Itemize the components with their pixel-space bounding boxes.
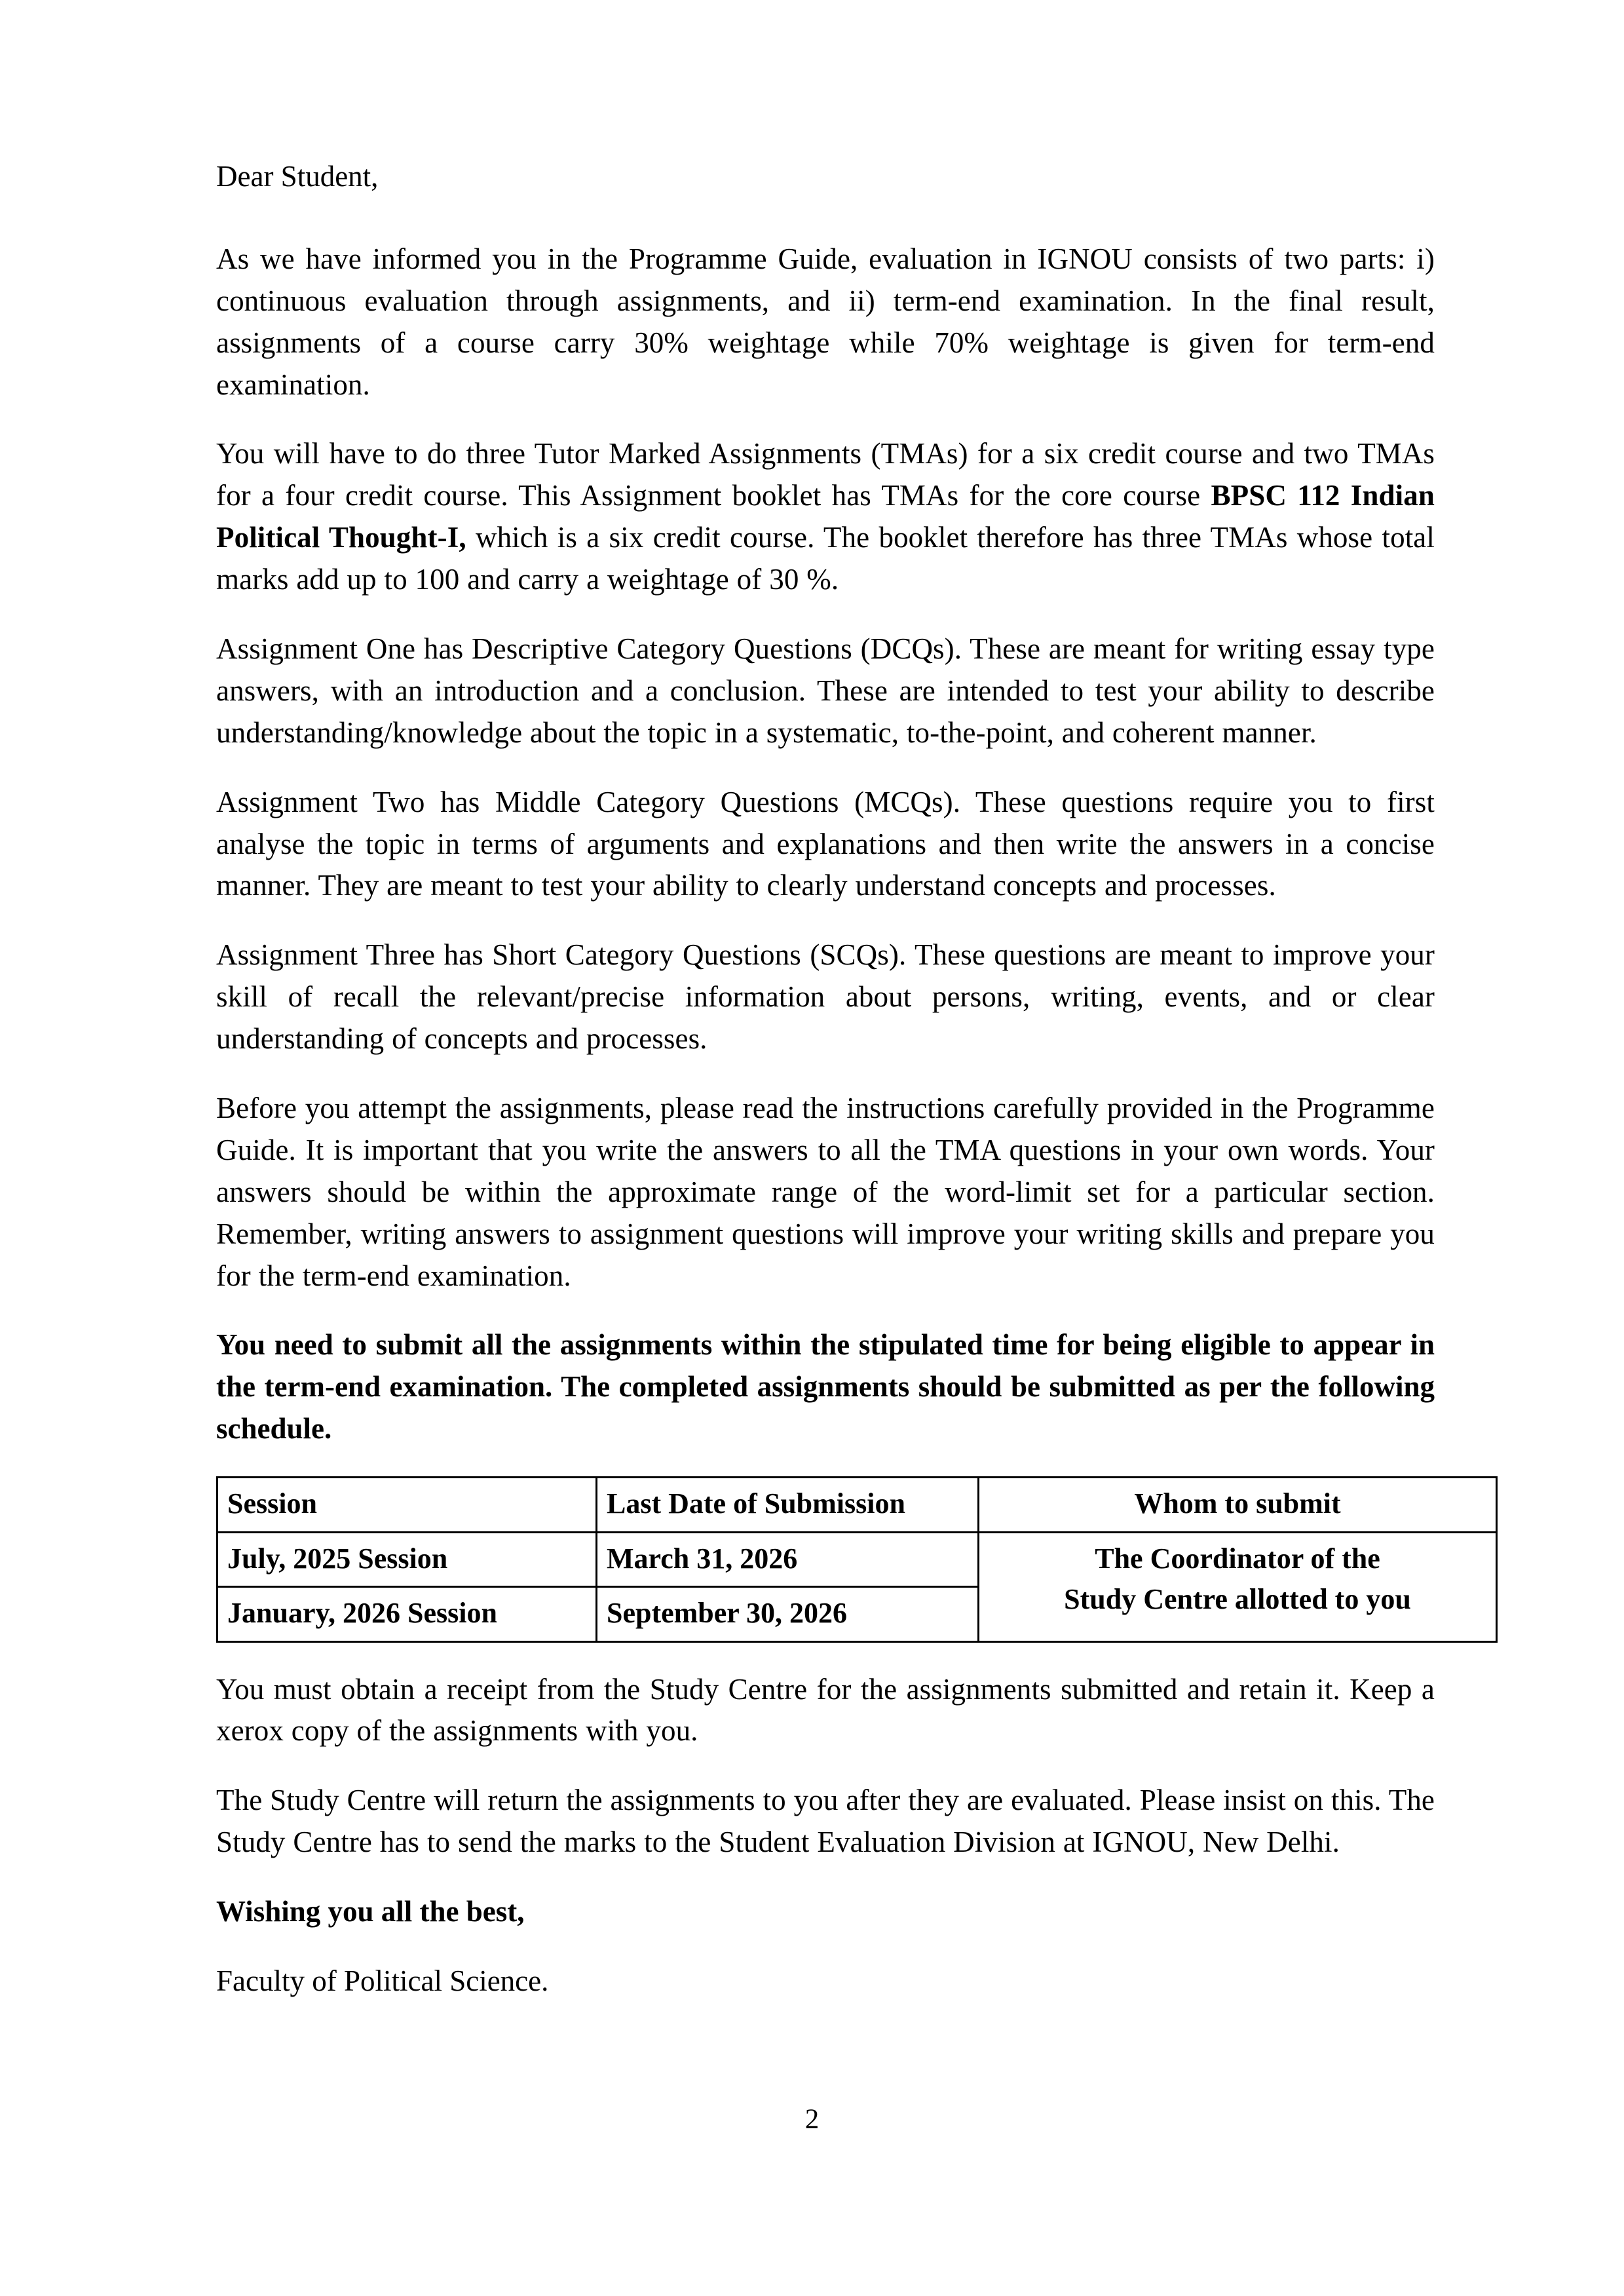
table-cell-session-january: January, 2026 Session [217,1587,597,1641]
paragraph-tmas [216,433,1435,601]
salutation: Dear Student, [216,160,379,193]
whom-to-submit-line-2: Study Centre allotted to you [1064,1583,1411,1616]
table-cell-session-july: July, 2025 Session [217,1532,597,1586]
paragraph-receipt: You must obtain a receipt from the Study Centre for the assignments submitted and retain it. Keep a xerox copy of the assignments with you. [216,1672,1435,1748]
closing-wish: Wishing you all the best, [216,1895,525,1928]
paragraph-evaluation: As we have informed you in the Programme Guide, evaluation in IGNOU consists of two parts: i) continuous evaluation through assignments, and ii) term-end examination. In the final result, assignments of a course carry 30% weightage while 70% weightage is given for term-end examination. [216,242,1435,401]
table-cell-date-january: September 30, 2026 [597,1587,979,1641]
course-code-title: BPSC 112 Indian Political Thought-I, [216,479,1435,554]
paragraph-assignment-one: Assignment One has Descriptive Category Questions (DCQs). These are meant for writing essay type answers, with an introduction and a conclusion. These are intended to test your ability to describe understanding/knowledge about the topic in a systematic, to-the-point, and coherent manner. [216,632,1435,749]
paragraph-assignment-three: Assignment Three has Short Category Questions (SCQs). These questions are meant to improve your skill of recall the relevant/precise information about persons, writing, events, and or clear understanding of concepts and processes. [216,938,1435,1056]
page-number: 2 [804,2104,820,2135]
paragraph-submit-notice: You need to submit all the assignments within the stipulated time for being eligible to appear in the term-end examination. The completed assignments should be submitted as per the following schedule. [216,1328,1435,1445]
whom-to-submit-line-1: The Coordinator of the [1095,1542,1380,1575]
document-body [216,156,1435,2002]
paragraph-tmas-lead: You will have to do three Tutor Marked Assignments (TMAs) for a six credit course and two TMAs for a four credit course. This Assignment booklet has TMAs for the core course [216,437,1435,512]
table-header-session: Session [217,1478,597,1532]
paragraph-tmas-tail: which is a six credit course. The booklet therefore has three TMAs whose total marks add up to 100 and carry a weightage of 30 %. [216,521,1435,596]
table-cell-date-july: March 31, 2026 [597,1532,979,1586]
paragraph-assignment-two: Assignment Two has Middle Category Questions (MCQs). These questions require you to first analyse the topic in terms of arguments and explanations and then write the answers in a concise manner. They are meant to test your ability to clearly understand concepts and processes. [216,785,1435,902]
table-header-whom-to-submit: Whom to submit [979,1478,1497,1532]
signature-faculty: Faculty of Political Science. [216,1964,549,1998]
submission-schedule-table [216,1476,1498,1642]
table-header-row [217,1478,1497,1532]
paragraph-before-attempt: Before you attempt the assignments, please read the instructions carefully provided in the Programme Guide. It is important that you write the answers to all the TMA questions in your own words. Your answers should be within the approximate range of the word-limit set for a particular section. Remember, writing answers to assignment questions will improve your writing skills and prepare you for the term-end examination. [216,1092,1435,1292]
paragraph-return: The Study Centre will return the assignments to you after they are evaluated. Please insist on this. The Study Centre has to send the marks to the Student Evaluation Division at IGNOU, New Delhi. [216,1784,1435,1859]
table-row [217,1532,1497,1586]
table-header-last-date: Last Date of Submission [597,1478,979,1532]
table-cell-whom-to-submit [979,1532,1497,1641]
